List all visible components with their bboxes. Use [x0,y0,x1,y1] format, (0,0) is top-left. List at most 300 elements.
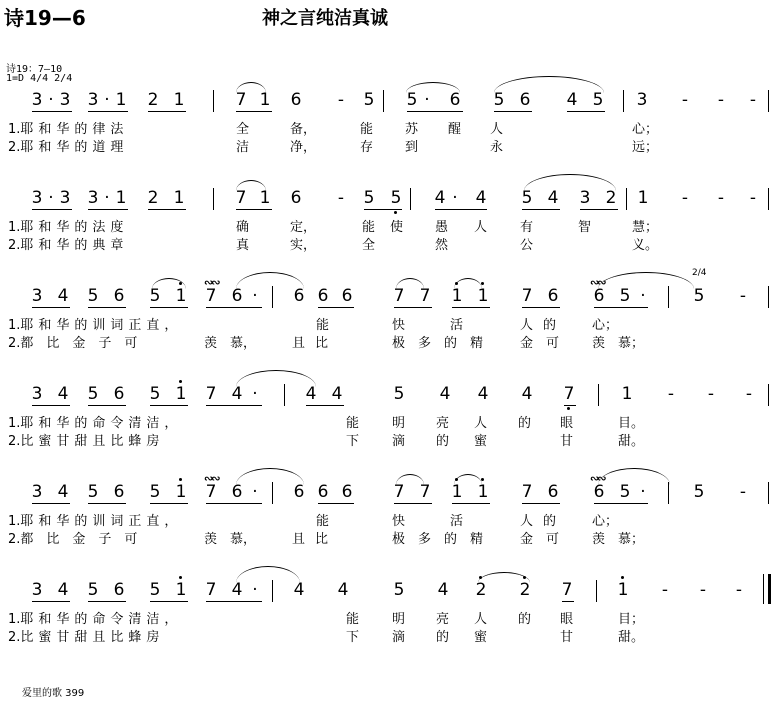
note: 1 [621,384,633,404]
note: 5 [619,482,631,502]
lyric: 目。 [618,416,645,431]
note: · [252,482,258,502]
note: 2 [605,188,617,208]
lyric: 慕， [230,336,257,351]
note: 3 [87,188,99,208]
beam [148,209,186,210]
lyric: 的 [436,630,450,645]
note: 4 [57,482,69,502]
verse1-row6: 1.耶和华的命令清洁， [8,612,183,627]
barline [213,90,214,112]
note: 5 [393,580,405,600]
note: - [735,580,743,600]
note: 4 [57,286,69,306]
lyric: 愚 [435,220,449,235]
lyric: 心； [592,318,619,333]
note: - [661,580,669,600]
note: 3 [59,90,71,110]
note: 7 [393,286,405,306]
note: 4 [521,384,533,404]
lyric: 滴 [392,434,406,449]
note: - [699,580,707,600]
beam [452,307,490,308]
lyric: 慕， [230,532,257,547]
lyric: 能 [346,416,360,431]
barline [668,286,669,308]
key-time-signature: 1=D 4/4 2/4 [6,73,73,84]
beam [452,503,490,504]
lyric: 定， [290,220,317,235]
lyric: 眼 [560,416,574,431]
note: 6 [593,286,605,306]
scripture-reference: 诗19：7—10 [6,64,63,75]
lyric: 金可 [520,336,573,351]
barline [272,286,273,308]
note: 5 [149,384,161,404]
beam [88,209,128,210]
note: 5 [149,482,161,502]
note: - [707,384,715,404]
lyric: 然 [435,238,449,253]
note: 6 [231,286,243,306]
lyric: 甘 [560,630,574,645]
note: 6 [293,286,305,306]
note: · [452,188,458,208]
beam [206,405,262,406]
note: - [681,90,689,110]
slur [494,76,604,93]
note: 7 [205,482,217,502]
beam [32,405,70,406]
ornament-icon: ∾∾ [590,472,605,485]
note: - [717,188,725,208]
beam [564,405,576,406]
note: 3 [31,482,43,502]
lyric: 永 [490,140,504,155]
note: - [749,90,757,110]
note: 2 [147,188,159,208]
note: · [48,188,54,208]
note: 5 [87,384,99,404]
note: - [717,90,725,110]
verse1-row4: 1.耶和华的命令清洁， [8,416,183,431]
beam [394,503,432,504]
lyric: 活 [450,318,464,333]
note: 6 [293,482,305,502]
note: · [104,188,110,208]
verse2-row5: 2.都比金子可 [8,532,151,547]
barline [768,188,769,210]
note: 6 [113,580,125,600]
note: 4 [305,384,317,404]
lyric: 极多的精 [392,532,497,547]
note: 1 [115,90,127,110]
lyric: 醒 [448,122,462,137]
note: 5 [592,90,604,110]
lyric: 全 [362,238,376,253]
note: 3 [636,90,648,110]
lyric: 蜜 [474,630,488,645]
beam [150,307,188,308]
verse2-row2: 2.耶和华的典章 [8,238,129,253]
barline [768,90,769,112]
note: 7 [205,580,217,600]
beam [32,209,72,210]
note: 5 [493,90,505,110]
note: - [739,286,747,306]
note: 4 [477,384,489,404]
note: - [667,384,675,404]
lyric: 亮 [436,416,450,431]
note: 6 [449,90,461,110]
lyric: 下 [346,434,360,449]
beam [32,307,70,308]
lyric: 有 [520,220,534,235]
note: 6 [113,286,125,306]
note: 6 [317,286,329,306]
note: 1 [476,286,490,306]
note: 3 [31,90,43,110]
note: 7 [521,286,533,306]
note: 7 [235,90,247,110]
verse1-row1: 1.耶和华的律法 [8,122,129,137]
lyric: 目； [618,612,645,627]
beam [150,405,188,406]
beam [206,307,262,308]
note: 5 [393,384,405,404]
lyric: 净， [290,140,317,155]
beam [306,405,344,406]
note: - [681,188,689,208]
lyric: 心； [632,122,659,137]
note: 4 [231,384,243,404]
note: 4 [439,384,451,404]
note: 7 [205,286,217,306]
lyric: 慧； [632,220,659,235]
note: 5 [521,188,533,208]
note: · [104,90,110,110]
lyric: 人 [474,612,488,627]
note: 5 [693,482,705,502]
lyric: 甜。 [618,630,645,645]
note: · [252,384,258,404]
lyric: 远； [632,140,659,155]
beam [567,111,605,112]
lyric: 人的 [520,318,567,333]
beam [88,111,128,112]
note: 4 [547,188,559,208]
barline [410,188,411,210]
beam [580,209,618,210]
note: 7 [561,580,573,600]
lyric: 金可 [520,532,573,547]
lyric: 到 [405,140,419,155]
lyric: 公 [520,238,534,253]
note: 7 [419,482,431,502]
lyric: 人的 [520,514,567,529]
lyric: 人 [474,416,488,431]
note: 3 [31,188,43,208]
lyric: 能 [346,612,360,627]
lyric: 真 [236,238,250,253]
note: 5 [363,90,375,110]
beam [522,307,560,308]
lyric: 明 [392,416,406,431]
note: - [337,188,345,208]
note: 4 [57,580,69,600]
beam [206,503,262,504]
note: 4 [475,188,487,208]
note: 5 [389,188,403,208]
note: · [640,286,646,306]
lyric: 能 [316,318,330,333]
note: · [48,90,54,110]
note: · [424,90,430,110]
beam [364,209,402,210]
lyric: 极多的精 [392,336,497,351]
note: 6 [290,188,302,208]
barline [598,384,599,406]
note: 5 [87,286,99,306]
note: 6 [519,90,531,110]
barline [284,384,285,406]
verse1-row3: 1.耶和华的训词正直， [8,318,183,333]
note: 4 [331,384,343,404]
beam [32,111,72,112]
lyric: 人 [474,220,488,235]
lyric: 人 [490,122,504,137]
note: 4 [337,580,349,600]
lyric: 义。 [632,238,659,253]
note: 6 [290,90,302,110]
beam [148,111,186,112]
beam [318,503,354,504]
note: 4 [293,580,305,600]
beam [407,111,463,112]
note: 4 [434,188,446,208]
lyric: 明 [392,612,406,627]
ornament-icon: ∾∾ [590,276,605,289]
lyric: 实， [290,238,317,253]
note: 1 [174,384,188,404]
verse2-row6: 2.比蜜甘甜且比蜂房 [8,630,165,645]
barline [213,188,214,210]
beam [594,307,648,308]
beam [206,601,262,602]
note: 6 [547,286,559,306]
note: 7 [235,188,247,208]
lyric: 甘 [560,434,574,449]
barline [768,286,769,308]
hymn-number: 诗19—6 [4,6,86,30]
note: - [739,482,747,502]
beam [522,209,560,210]
lyric: 下 [346,630,360,645]
note: 4 [231,580,243,600]
lyric: 的 [518,416,532,431]
barline [596,580,597,602]
note: - [337,90,345,110]
beam [562,601,574,602]
note: 6 [341,482,353,502]
note: 7 [562,384,576,404]
lyric: 能 [316,514,330,529]
ornament-icon: ∾∾ [204,472,219,485]
lyric: 心； [592,514,619,529]
beam [88,503,126,504]
note: 6 [113,482,125,502]
lyric: 羡 [204,532,218,547]
note: 3 [579,188,591,208]
verse1-row5: 1.耶和华的训词正直， [8,514,183,529]
note: 2 [474,580,488,600]
note: 1 [476,482,490,502]
note: 1 [616,580,630,600]
note: 4 [566,90,578,110]
note: 7 [521,482,533,502]
lyric: 羡 [592,336,606,351]
beam [88,405,126,406]
beam [88,307,126,308]
note: 5 [693,286,705,306]
note: 6 [341,286,353,306]
note: 1 [450,286,464,306]
note: 5 [87,482,99,502]
note: 4 [57,384,69,404]
lyric: 备， [290,122,317,137]
beam [435,209,487,210]
beam [318,307,354,308]
note: 3 [87,90,99,110]
note: 5 [619,286,631,306]
note: 1 [259,188,271,208]
note: - [745,384,753,404]
note: - [749,188,757,208]
lyric: 快 [392,514,406,529]
barline [668,482,669,504]
beam [494,111,532,112]
beam [88,601,126,602]
final-barline-thick [768,574,771,604]
barline [272,482,273,504]
lyric: 能 [360,122,374,137]
note: 1 [174,580,188,600]
note: 1 [173,188,185,208]
lyric: 活 [450,514,464,529]
source-book: 爱里的歌 399 [22,688,85,699]
verse2-row1: 2.耶和华的道理 [8,140,129,155]
beam [594,503,648,504]
note: 1 [450,482,464,502]
lyric: 智 [578,220,592,235]
note: 5 [363,188,375,208]
note: 7 [205,384,217,404]
note: 6 [113,384,125,404]
note: 1 [174,482,188,502]
note: 6 [547,482,559,502]
note: 1 [637,188,649,208]
barline [768,482,769,504]
lyric: 的 [436,434,450,449]
note: 1 [174,286,188,306]
note: 5 [149,286,161,306]
note: 5 [149,580,161,600]
lyric: 洁 [236,140,250,155]
lyric: 慕； [618,336,645,351]
note: 6 [317,482,329,502]
note: 1 [115,188,127,208]
barline [623,90,624,112]
lyric: 存 [360,140,374,155]
barline [383,90,384,112]
note: · [640,482,646,502]
beam [150,601,188,602]
note: · [252,286,258,306]
lyric: 快 [392,318,406,333]
barline [768,384,769,406]
note: 5 [87,580,99,600]
lyric: 甜。 [618,434,645,449]
lyric: 亮 [436,612,450,627]
lyric: 滴 [392,630,406,645]
note: 3 [31,286,43,306]
beam [394,307,432,308]
lyric: 且比 [292,532,339,547]
barline [626,188,627,210]
lyric: 的 [518,612,532,627]
note: · [252,580,258,600]
note: 4 [437,580,449,600]
verse1-row2: 1.耶和华的法度 [8,220,129,235]
lyric: 羡 [204,336,218,351]
note: 6 [231,482,243,502]
lyric: 慕； [618,532,645,547]
lyric: 苏 [405,122,419,137]
lyric: 蜜 [474,434,488,449]
time-change: 2/4 [692,268,707,278]
lyric: 全 [236,122,250,137]
note: 7 [419,286,431,306]
final-barline-thin [763,574,764,604]
note: 3 [31,384,43,404]
beam [236,209,272,210]
verse2-row3: 2.都比金子可 [8,336,151,351]
beam [236,111,272,112]
note: 1 [259,90,271,110]
note: 3 [59,188,71,208]
beam [32,601,70,602]
note: 2 [518,580,532,600]
note: 2 [147,90,159,110]
verse2-row4: 2.比蜜甘甜且比蜂房 [8,434,165,449]
note: 5 [406,90,418,110]
note: 6 [593,482,605,502]
beam [150,503,188,504]
beam [522,503,560,504]
lyric: 确 [236,220,250,235]
note: 1 [173,90,185,110]
barline [272,580,273,602]
lyric: 能 [362,220,376,235]
lyric: 且比 [292,336,339,351]
beam [32,503,70,504]
lyric: 使 [390,220,404,235]
lyric: 羡 [592,532,606,547]
ornament-icon: ∾∾ [204,276,219,289]
note: 3 [31,580,43,600]
lyric: 眼 [560,612,574,627]
note: 7 [393,482,405,502]
